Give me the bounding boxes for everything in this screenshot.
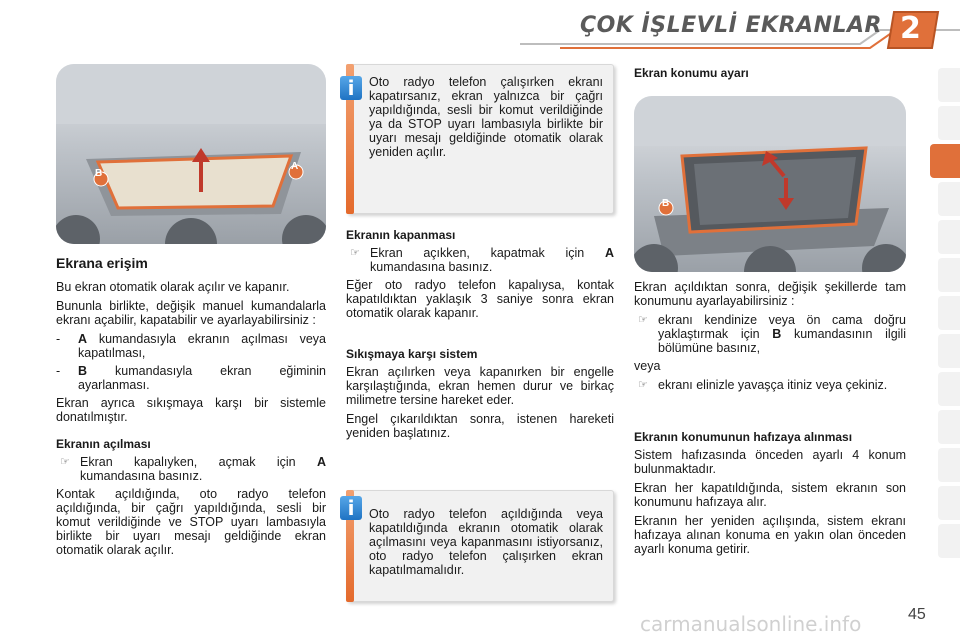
paragraph: Kontak açıldığında, oto radyo telefon açıldığında, bir çağrı yapıldığında, sesli bir komut verildiğinde ve STOP uyarı lambasıyla birlikte bir uyarı mesajı geldiğinde ekran otomatik olarak açılır. [56, 487, 326, 557]
subheading: Sıkışmaya karşı sistem [346, 347, 478, 361]
list-text: kumandasına basınız. [80, 469, 203, 483]
list-item [634, 378, 906, 392]
chapter-tab[interactable] [938, 258, 960, 292]
paragraph: Bu ekran otomatik olarak açılır ve kapanır. [56, 280, 290, 294]
chapter-tab[interactable] [938, 296, 960, 330]
paragraph: Ekranın her yeniden açılışında, sistem ekranı hafızaya alınan konuma en yakın olan önceden ayarlı konuma getirir. [634, 514, 906, 556]
watermark: carmanualsonline.info [640, 612, 862, 636]
list-item [56, 455, 326, 483]
list-text: kumandasının ilgili bölümüne basınız, [658, 327, 906, 355]
pointing-hand-icon: ☞ [350, 247, 360, 259]
chapter-tab[interactable] [938, 68, 960, 102]
chapter-title: ÇOK İŞLEVLİ EKRANLAR [580, 13, 882, 38]
pointing-hand-icon: ☞ [60, 456, 70, 468]
chapter-tab[interactable] [938, 372, 960, 406]
list-text: Ekran açıkken, kapatmak için [370, 246, 585, 260]
chapter-tab[interactable] [938, 334, 960, 368]
subheading: Ekranın konumunun hafızaya alınması [634, 430, 853, 444]
paragraph: Bununla birlikte, değişik manuel kumandalarla ekranı açabilir, kapatabilir ve ayarlayabilirsiniz : [56, 299, 326, 327]
paragraph: veya [634, 359, 661, 373]
label-b: B [662, 198, 670, 209]
paragraph: Sistem hafızasında önceden ayarlı 4 konum bulunmaktadır. [634, 448, 906, 476]
left-column [56, 256, 326, 562]
control-key: B [772, 327, 782, 341]
subheading: Ekranın kapanması [346, 228, 456, 242]
chapter-tab[interactable] [938, 524, 960, 558]
chapter-number: 2 [900, 11, 921, 46]
dashboard-photo-closed [56, 64, 326, 244]
page-number: 45 [908, 606, 926, 623]
info-box-top [346, 64, 614, 214]
paragraph: Ekran her kapatıldığında, sistem ekranın son konumunu hafızaya alır. [634, 481, 906, 509]
info-box-bottom [346, 490, 614, 602]
section-heading: Ekrana erişim [56, 255, 148, 271]
chapter-tab[interactable] [938, 220, 960, 254]
subheading: Ekran konumu ayarı [634, 66, 749, 80]
middle-column [346, 228, 614, 445]
control-key: B [78, 364, 88, 378]
chapter-tab[interactable] [938, 410, 960, 444]
paragraph: Eğer oto radyo telefon kapalıysa, kontak kapatıldıktan yaklaşık 3 saniye sonra ekran otomatik olarak kapanır. [346, 278, 614, 320]
chapter-tab[interactable] [938, 182, 960, 216]
pointing-hand-icon: ☞ [638, 314, 648, 326]
subheading: Ekranın açılması [56, 437, 151, 451]
list-text: kumandasına basınız. [370, 260, 493, 274]
list-text: kumandasıyla ekran eğiminin ayarlanması. [78, 364, 326, 392]
list-item [634, 313, 906, 355]
list-text: Ekran kapalıyken, açmak için [80, 455, 296, 469]
chapter-tab[interactable] [938, 486, 960, 520]
chapter-tab[interactable] [938, 106, 960, 140]
control-key: A [604, 246, 614, 260]
paragraph: Ekran açılırken veya kapanırken bir engelle karşılaştığında, ekran hemen durur ve birkaç milimetre tersine hareket eder. [346, 365, 614, 407]
list-text: ekranı kendinize veya ön cama doğru yaklaştırmak için [658, 313, 906, 341]
chapter-tabs [934, 68, 960, 578]
chapter-tab[interactable] [938, 448, 960, 482]
info-text: Oto radyo telefon çalışırken ekranı kapatırsanız, ekran yalnızca bir çağrı yapıldığında, sesli bir komut verildiğinde ya da STOP uyarı lambasıyla birlikte bir uyarı mesajı geldiğinde otomatik olarak yeniden açılır. [369, 75, 603, 159]
paragraph: Engel çıkarıldıktan sonra, istenen hareketi yeniden başlatınız. [346, 412, 614, 440]
list-text: ekranı elinizle yavaşça itiniz veya çekiniz. [658, 378, 888, 392]
control-key: A [316, 455, 326, 469]
pointing-hand-icon: ☞ [638, 379, 648, 391]
list-text: kumandasıyla ekranın açılması veya kapatılması, [78, 332, 326, 360]
paragraph: Ekran açıldıktan sonra, değişik şekillerde tam konumunu ayarlayabilirsiniz : [634, 280, 906, 308]
info-text: Oto radyo telefon açıldığında veya kapatıldığında ekranın otomatik olarak açılmasını veya kapanmasını istiyorsanız, oto radyo telefon çalışırken ekran kapatılmamalıdır. [369, 507, 603, 577]
control-key: A [78, 332, 88, 346]
info-icon: i [340, 496, 362, 520]
right-column [634, 280, 906, 561]
list-item: - B kumandasıyla ekran eğiminin ayarlanması. [56, 364, 326, 392]
list-item [346, 246, 614, 274]
info-icon: i [340, 76, 362, 100]
right-column-header [634, 66, 906, 84]
paragraph: Ekran ayrıca sıkışmaya karşı bir sistemle donatılmıştır. [56, 396, 326, 424]
label-b: B [95, 168, 103, 179]
list-item: - A kumandasıyla ekranın açılması veya kapatılması, [56, 332, 326, 360]
label-a: A [291, 161, 299, 172]
dashboard-photo-open [634, 96, 906, 272]
chapter-tab-active[interactable] [930, 144, 960, 178]
